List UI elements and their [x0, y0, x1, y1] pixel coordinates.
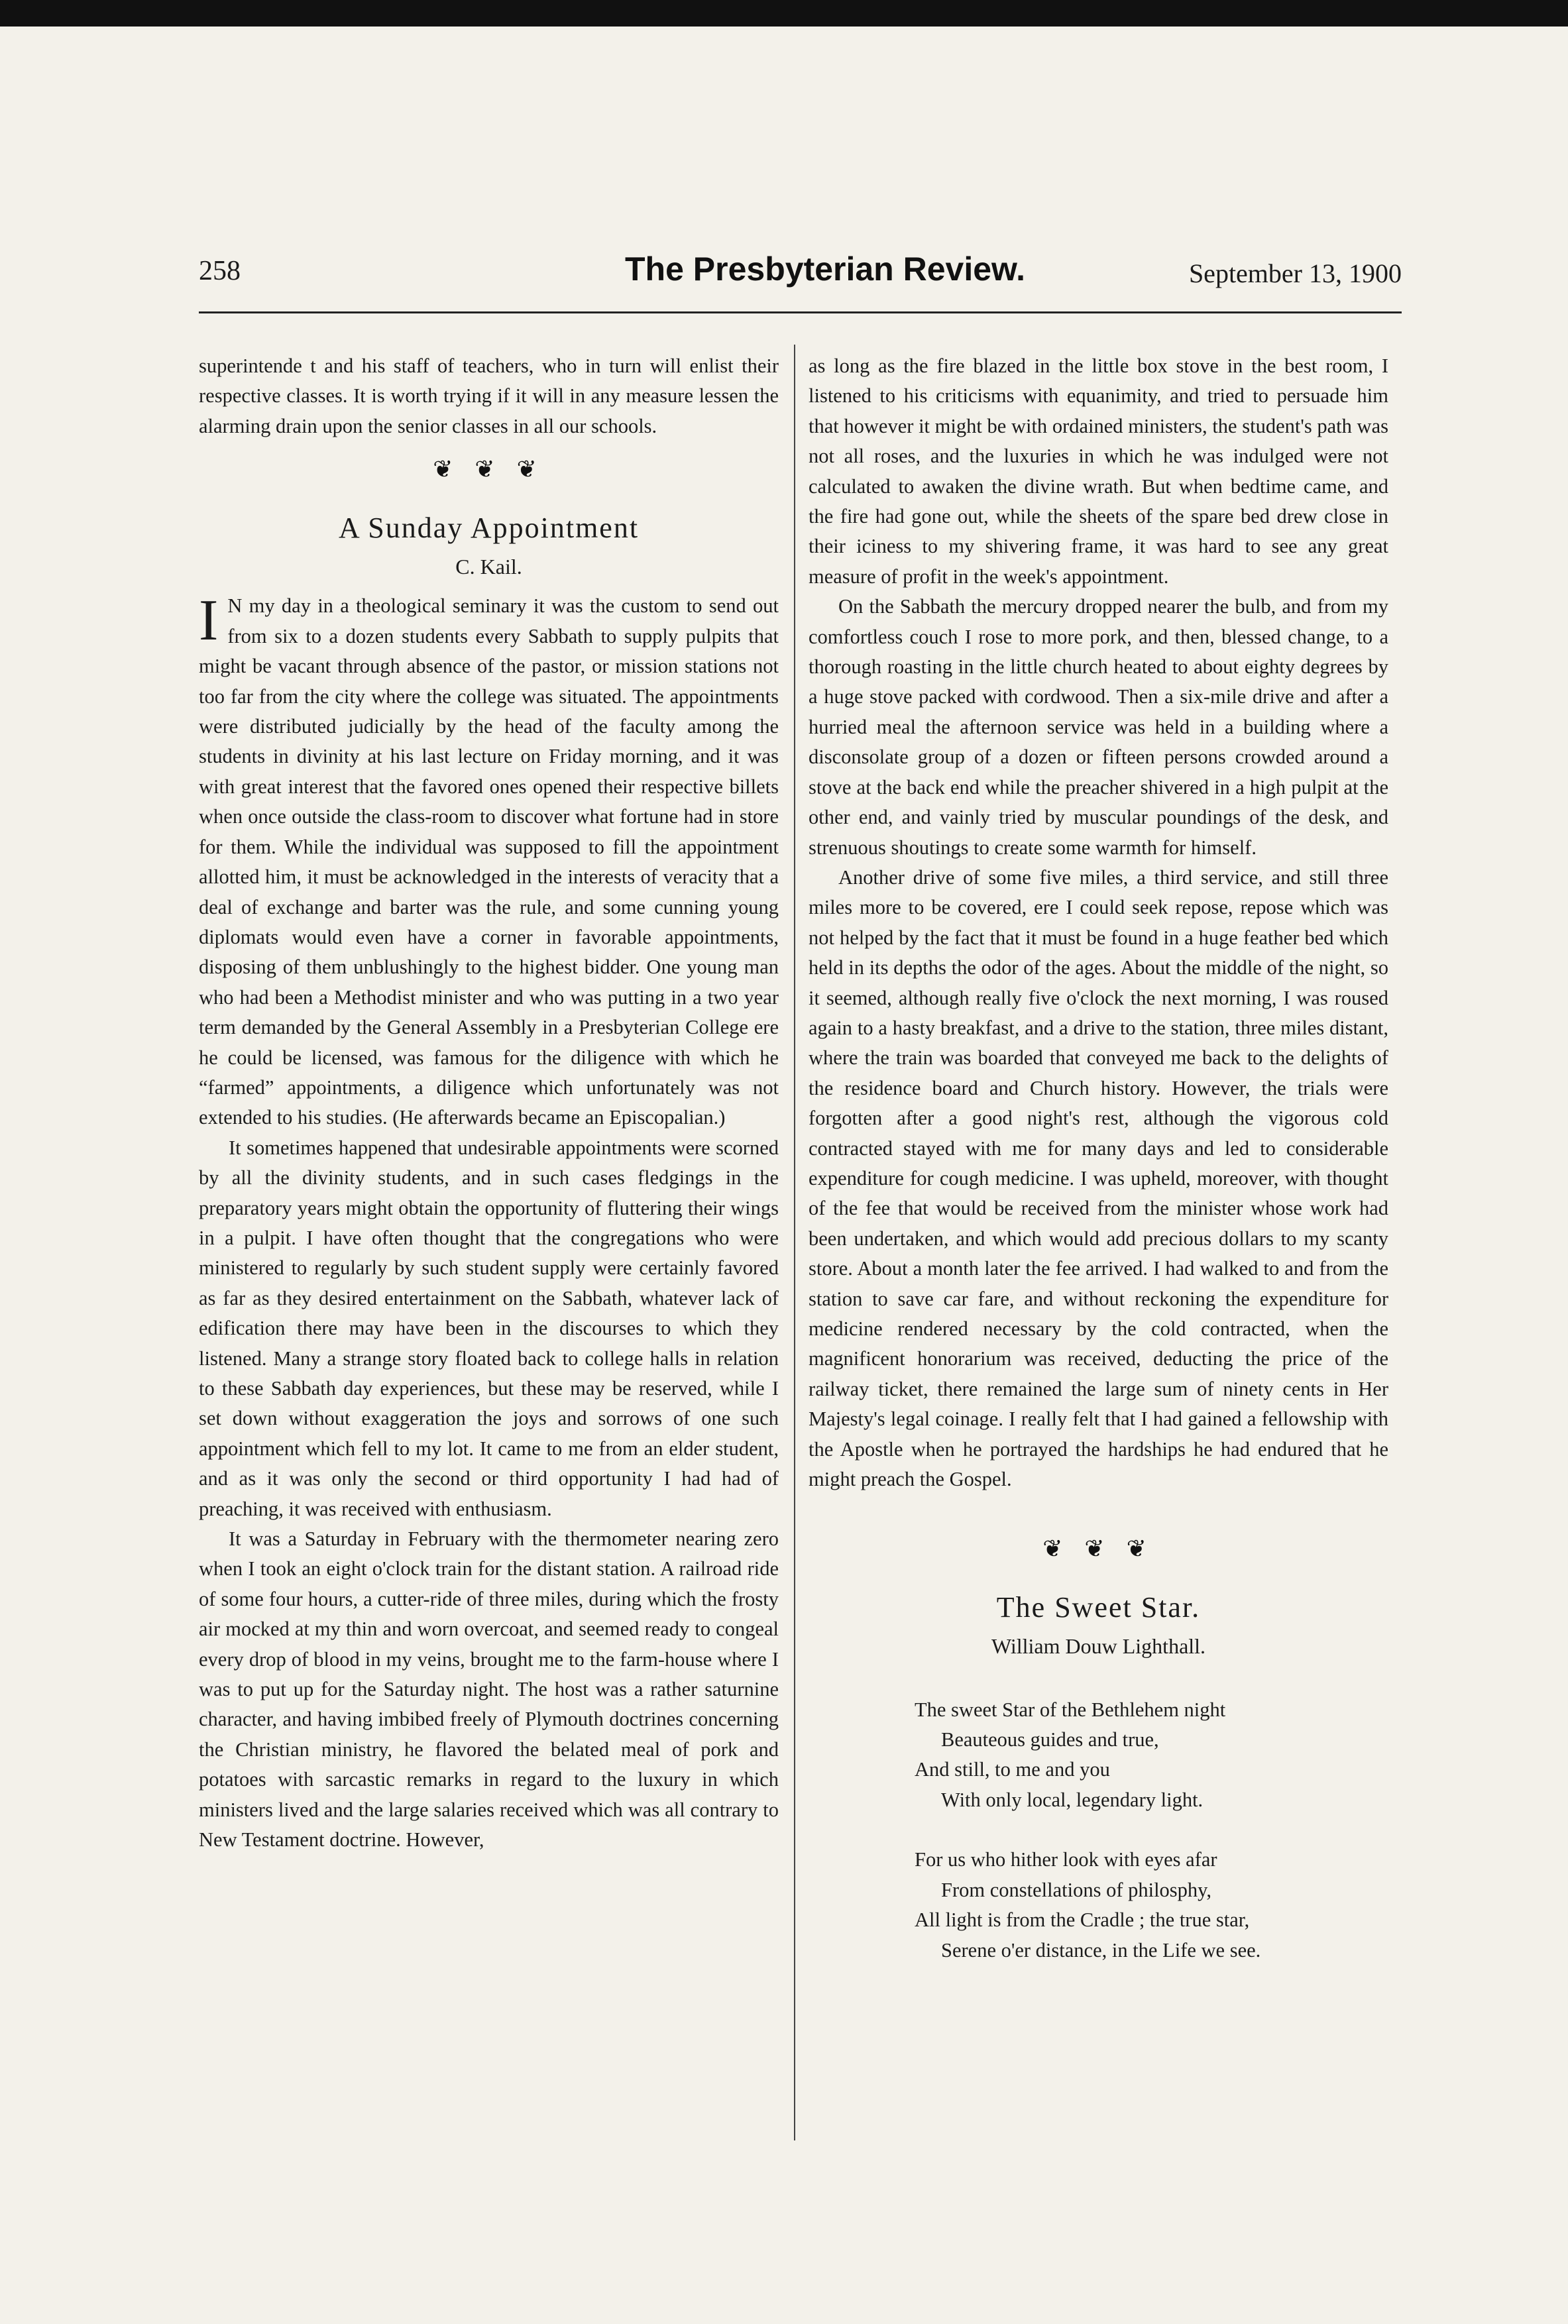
poem-line: With only local, legendary light. [941, 1788, 1204, 1811]
column-divider [794, 345, 795, 2140]
poem-line: Serene o'er distance, in the Life we see. [941, 1938, 1261, 1962]
paragraph: Another drive of some five miles, a third service, and still three miles more to be covered, ere I could seek repose, repose which was not helped by the fact that it must be found in a huge feather bed which held in its depths the odor of the ages. About the middle of the night, so it seemed, although really five o'clock the next morning, I was roused again to a hasty breakfast, and a drive to the station, three miles distant, where the train was boarded that conveyed me back to the delights of the residence board and Church history. However, the trials were forgotten after a good night's rest, although the vigorous cold contracted stayed with me for many days and led to considerable expenditure for cough medicine. I was upheld, moreover, with thought of the fee that would be received from the minister whose work had been undertaken, and which would add precious dollars to my scanty store. About a month later the fee arrived. I had walked to and from the station to save car fare, and without reckoning the expenditure for medicine rendered necessary by the cold contracted, when the magnificent honorarium was received, deducting the price of the railway ticket, there remained the large sum of ninety cents in Her Majesty's legal coinage. I really felt that I had gained a fellowship with the Apostle when he portrayed the hardships he had endured that he might preach the Gospel. [809, 865, 1388, 1491]
poem-line: For us who hither look with eyes afar [915, 1848, 1217, 1871]
poem [809, 1695, 1388, 1965]
paragraph: It sometimes happened that undesirable appointments were scorned by all the divinity students, and in such cases fledgings in the preparatory years might obtain the opportunity of fluttering their wings in a pulpit. I have often thought that the congregations who were ministered to regularly by such student supply were certainly favored as far as they desired entertainment on the Sabbath, whatever lack of edification there may have been in the discourses to which they listened. Many a strange story floated back to college halls in relation to these Sabbath day experiences, but these may be reserved, while I set down without exaggeration the joys and sorrows of one such appointment which fell to my lot. It came to me from an elder student, and as it was only the second or third opportunity I had had of preaching, it was received with enthusiasm. [199, 1136, 779, 1520]
poem-line: The sweet Star of the Bethlehem night [915, 1698, 1226, 1721]
header-rule [199, 311, 1402, 313]
left-column [199, 351, 779, 1855]
drop-cap: I [199, 588, 219, 653]
page-number: 258 [199, 256, 241, 286]
paragraph: superintende t and his staff of teachers, who in turn will enlist their respective classes. It is worth trying if it will in any measure lessen the alarming drain upon the senior classes in all our schools. [199, 355, 779, 437]
article-title: A Sunday Appointment [338, 511, 640, 544]
poem-line: Beauteous guides and true, [941, 1728, 1159, 1751]
poem-line: And still, to me and you [915, 1758, 1110, 1781]
section-ornament: ❦ ❦ ❦ [433, 456, 545, 483]
poem-line: From constellations of philosphy, [941, 1878, 1212, 1901]
page-header [199, 250, 1402, 308]
paragraph [199, 588, 779, 1133]
paragraph: It was a Saturday in February with the thermometer nearing zero when I took an eight o'clock train for the distant station. A railroad ride of some four hours, a cutter-ride of three miles, during which the frosty air mocked at my thin and worn overcoat, and seemed ready to congeal every drop of blood in my veins, brought me to the farm-house where I was to put up for the Saturday night. The host was a rather saturnine character, and having imbibed freely of Plymouth doctrines concerning the Christian ministry, he flavored the belated meal of pork and potatoes with sarcastic remarks in regard to the luxury in which ministers lived and the large salaries received which was all contrary to New Testament doctrine. However, [199, 1527, 779, 1852]
paragraph: On the Sabbath the mercury dropped nearer the bulb, and from my comfortless couch I rose to more pork, and then, blessed change, to a thorough roasting in the little church heated to about eighty degrees by a huge stove packed with cordwood. Then a six-mile drive and after a hurried meal the afternoon service was held in a building where a disconsolate group of a dozen or fifteen persons crowded around a stove at the back end while the preacher shivered in a high pulpit at the other end, and vainly tried by muscular poundings of the desk, and strenuous shoutings to create some warmth for himself. [809, 595, 1388, 859]
poem-stanza [915, 1695, 1388, 1816]
poem-author: William Douw Lighthall. [991, 1634, 1206, 1659]
journal-title: The Presbyterian Review. [625, 250, 1025, 288]
poem-line: All light is from the Cradle ; the true star, [915, 1909, 1250, 1932]
article-author: C. Kail. [455, 555, 522, 579]
right-column [809, 351, 1388, 1995]
issue-date: September 13, 1900 [1188, 258, 1402, 288]
section-ornament: ❦ ❦ ❦ [1042, 1535, 1154, 1563]
poem-title: The Sweet Star. [996, 1590, 1201, 1624]
paragraph: as long as the fire blazed in the little box stove in the best room, I listened to his criticisms with equanimity, and tried to persuade him that however it might be with ordained ministers, the student's path was not all roses, and the luxuries in which he was indulged were not calculated to awaken the divine wrath. But when bedtime came, and the fire had gone out, while the sheets of the spare bed drew close in their iciness to my shivering frame, it was hard to see any great measure of profit in the week's appointment. [809, 355, 1388, 588]
paragraph-text: N my day in a theological seminary it was the custom to send out from six to a dozen students every Sabbath to supply pulpits that might be vacant through absence of the pastor, or mission stations not too far from the city where the college was situated. The appointments were distributed judicially by the head of the faculty among the students in divinity at his last lecture on Friday morning, and it was with great interest that the favored ones opened their respective billets when once outside the class-room to discover what fortune had in store for them. While the individual was supposed to fill the appointment allotted him, it must be acknowledged in the interests of veracity that a deal of exchange and barter was the rule, and some cunning young diplomats would even have a corner in favorable appointments, disposing of them unblushingly to the highest bidder. One young man who had been a Methodist minister and who was putting in a two year term demanded by the General Assembly in a Presbyterian College ere he could be licensed, was famous for the diligence with which he “farmed” appointments, a diligence which unfortunately was not extended to his studies. (He afterwards became an Episcopalian.) [199, 594, 779, 1129]
poem-stanza [915, 1845, 1388, 1965]
scan-top-border [0, 0, 1568, 27]
